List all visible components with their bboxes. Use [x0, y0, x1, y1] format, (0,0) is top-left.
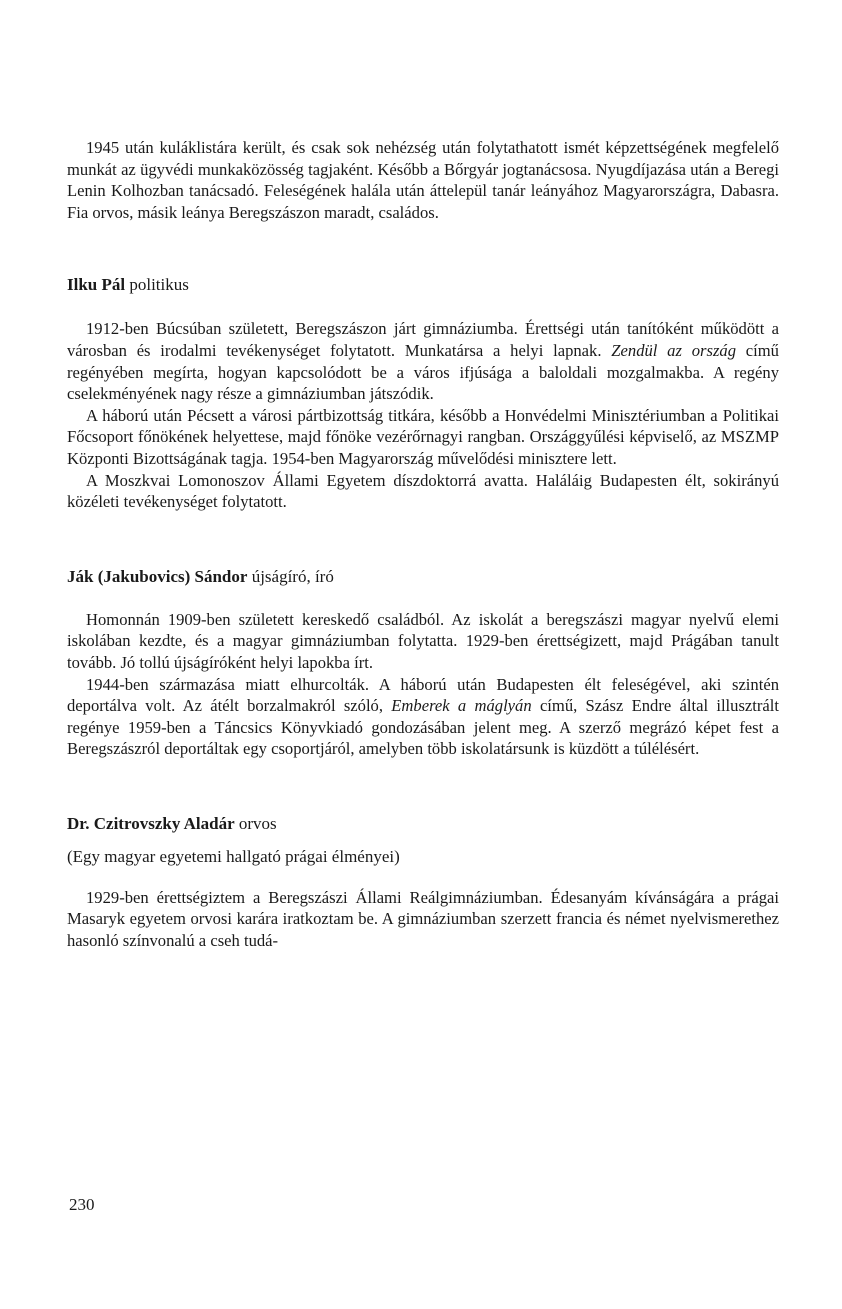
entry-paragraph: 1929-ben érettségiztem a Beregszászi Állami Reálgimnáziumban. Édesanyám kívánságára a prágai Masaryk egyetem orvosi karára iratkoztam be. A gimnáziumban szerzett francia és német nyelvismerethez hasonló színvonalú a cseh tudá-	[67, 887, 779, 951]
entry-heading-czitrovszky	[67, 813, 779, 835]
page-body	[67, 137, 779, 952]
page-number: 230	[69, 1195, 95, 1214]
entry-paragraph: A Moszkvai Lomonoszov Állami Egyetem díszdoktorrá avatta. Haláláig Budapesten élt, sokirányú közéleti tevékenységet folytatott.	[67, 470, 779, 512]
entry-heading-jak	[67, 566, 779, 588]
entry-role: orvos	[238, 813, 277, 833]
entry-name: Ják (Jakubovics) Sándor	[67, 566, 248, 586]
entry-text: 1944-ben származása miatt elhurcolták. A háború után Budapesten élt feleségével, aki szintén deportálva volt. Az átélt borzalmakról szóló,	[67, 674, 779, 716]
entry-role: politikus	[129, 275, 189, 295]
entry-text: 1912-ben Búcsúban született, Beregszászon járt gimnáziumba. Érettségi után tanítóként működött a városban és irodalmi tevékenységet folytatott. Munkatársa a helyi lapnak.	[67, 319, 779, 360]
entry-paragraph	[67, 318, 779, 404]
book-title: Zendül az ország	[611, 340, 736, 360]
entry-name: Dr. Czitrovszky Aladár	[67, 813, 235, 833]
entry-heading-ilku	[67, 274, 779, 296]
book-title: Emberek a máglyán	[391, 696, 532, 716]
entry-subtitle: (Egy magyar egyetemi hallgató prágai élményei)	[67, 846, 400, 866]
entry-text: című regényében megírta, hogyan kapcsolódott be a város ifjúsága a baloldali mozgalmakba. A regény cselekményének nagy része a gimnáziumban játszódik.	[67, 340, 779, 404]
entry-paragraph: A háború után Pécsett a városi pártbizottság titkára, később a Honvédelmi Minisztériumban a Politikai Főcsoport főnökének helyettese, majd főnöke vezérőrnagyi rangban. Országgyűlési képviselő, az MSZMP Központi Bizottságának tagja. 1954-ben Magyarország művelődési minisztere lett.	[67, 405, 779, 468]
entry-paragraph: Homonnán 1909-ben született kereskedő családból. Az iskolát a beregszászi magyar nyelvű elemi iskolában kezdte, és a magyar gimnáziumban folytatta. 1929-ben érettségizett, majd Prágában tanult tovább. Jó tollú újságíróként helyi lapokba írt.	[67, 609, 779, 672]
entry-name: Ilku Pál	[67, 275, 126, 295]
intro-paragraph: 1945 után kuláklistára került, és csak sok nehézség után folytathatott ismét képzettségének megfelelő munkát az ügyvédi munkaközösség tagjaként. Később a Bőrgyár jogtanácsosa. Nyugdíjazása után a Beregi Lenin Kolhozban tanácsadó. Feleségének halála után áttelepül tanár leányához Magyarországra, Dabasra. Fia orvos, másik leánya Beregszászon maradt, családos.	[67, 138, 779, 222]
entry-text: című, Szász Endre által illusztrált regénye 1959-ben a Táncsics Könyvkiadó gondozásában jelent meg. A szerző megrázó képet fest a Beregszászról deportáltak egy csoportjáról, amelyben több iskolatársunk is küzdött a túlélésért.	[67, 696, 780, 759]
entry-role: újságíró, író	[251, 566, 334, 586]
entry-paragraph	[67, 674, 779, 760]
